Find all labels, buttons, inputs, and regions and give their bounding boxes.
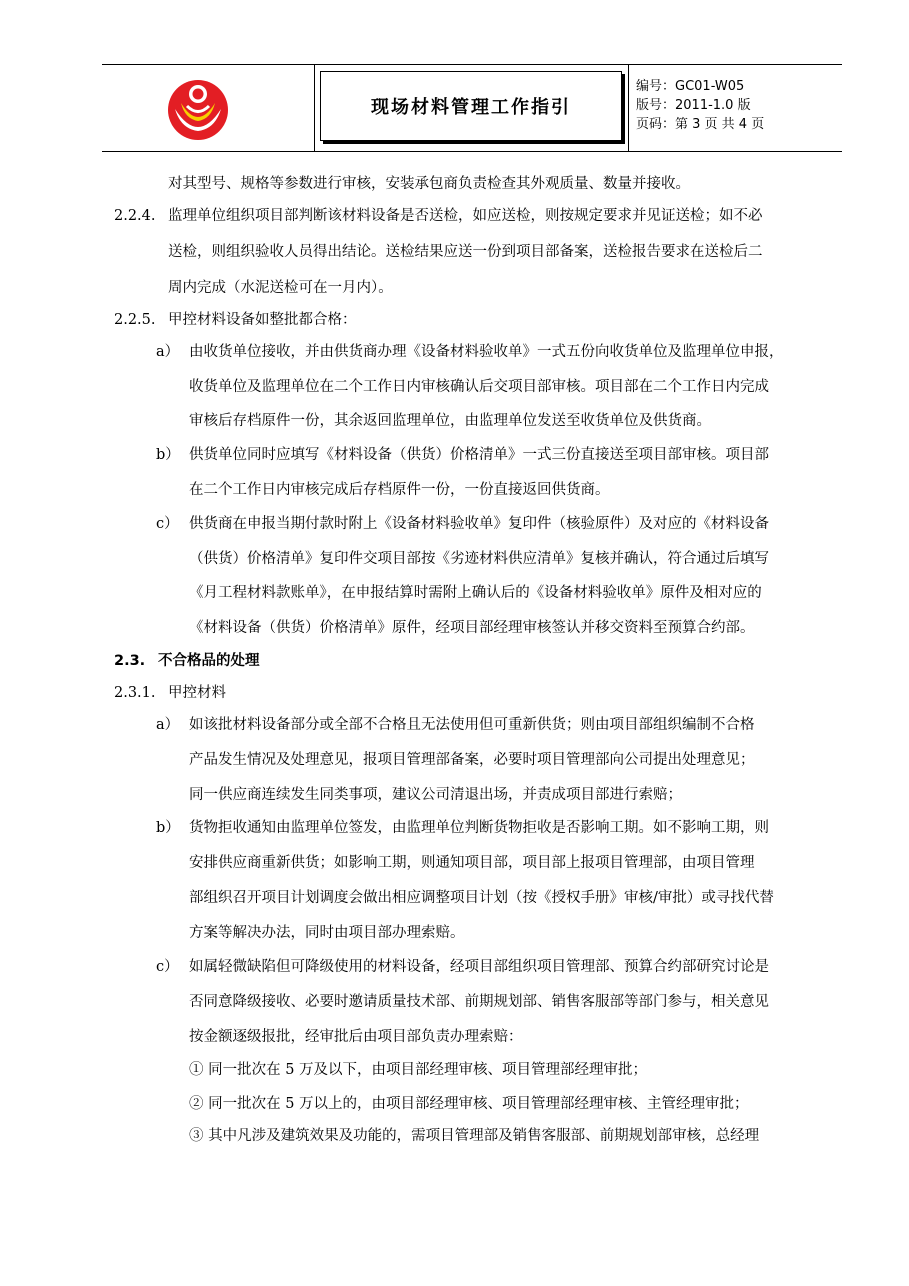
list-marker: a） xyxy=(156,344,180,360)
text-line: 安排供应商重新供货；如影响工期，则通知项目部，项目部上报项目管理部，由项目管理 xyxy=(189,855,755,871)
text-line: 送检，则组织验收人员得出结论。送检结果应送一份到项目部备案，送检报告要求在送检后二 xyxy=(168,244,763,260)
section-number: 2.3. xyxy=(114,653,146,669)
page-header xyxy=(102,64,842,152)
text-line: ③ 其中凡涉及建筑效果及功能的，需项目管理部及销售客服部、前期规划部审核，总经理 xyxy=(189,1128,760,1144)
text-line: 监理单位组织项目部判断该材料设备是否送检，如应送检，则按规定要求并见证送检；如不必 xyxy=(168,208,763,224)
text-line: 供货单位同时应填写《材料设备（供货）价格清单》一式三份直接送至项目部审核。项目部 xyxy=(189,447,769,463)
text-line: ② 同一批次在 5 万以上的，由项目部经理审核、项目管理部经理审核、主管经理审批； xyxy=(189,1096,749,1112)
text-line: 收货单位及监理单位在二个工作日内审核确认后交项目部审核。项目部在二个工作日内完成 xyxy=(189,379,769,395)
company-logo xyxy=(167,79,229,141)
text-line: 《月工程材料款账单》，在申报结算时需附上确认后的《设备材料验收单》原件及相对应的 xyxy=(189,585,762,601)
section-number: 2.2.5. xyxy=(114,312,156,328)
text-line: 由收货单位接收，并由供货商办理《设备材料验收单》一式五份向收货单位及监理单位申报， xyxy=(189,344,784,360)
text-line: 如属轻微缺陷但可降级使用的材料设备，经项目部组织项目管理部、预算合约部研究讨论是 xyxy=(189,959,769,975)
text-line: （供货）价格清单》复印件交项目部按《劣迹材料供应清单》复核并确认，符合通过后填写 xyxy=(189,551,769,567)
list-marker: b） xyxy=(156,820,180,836)
section-number: 2.3.1. xyxy=(114,685,156,701)
list-marker: a） xyxy=(156,717,180,733)
text-line: 周内完成（水泥送检可在一月内）。 xyxy=(168,280,393,296)
section-number: 2.2.4. xyxy=(114,208,156,224)
text-line: 审核后存档原件一份，其余返回监理单位，由监理单位发送至收货单位及供货商。 xyxy=(189,413,711,429)
text-line: 货物拒收通知由监理单位签发，由监理单位判断货物拒收是否影响工期。如不影响工期，则 xyxy=(189,820,769,836)
text-line: 否同意降级接收、必要时邀请质量技术部、前期规划部、销售客服部等部门参与，相关意见 xyxy=(189,994,769,1010)
list-marker: b） xyxy=(156,447,180,463)
text-line: 甲控材料 xyxy=(168,685,226,701)
title-box xyxy=(320,71,622,141)
page-number: 页码：第 3 页 共 4 页 xyxy=(636,117,765,132)
document-meta xyxy=(636,77,764,134)
text-line: 同一供应商连续发生同类事项，建议公司清退出场，并责成项目部进行索赔； xyxy=(189,787,682,803)
text-line: ① 同一批次在 5 万及以下，由项目部经理审核、项目管理部经理审批； xyxy=(189,1062,648,1078)
document-code: 编号：GC01-W05 xyxy=(636,79,745,94)
text-line: 对其型号、规格等参数进行审核，安装承包商负责检查其外观质量、数量并接收。 xyxy=(168,176,690,192)
text-line: 甲控材料设备如整批都合格： xyxy=(168,312,357,328)
text-line: 产品发生情况及处理意见，报项目管理部备案，必要时项目管理部向公司提出处理意见； xyxy=(189,752,755,768)
header-divider xyxy=(314,65,315,151)
text-line: 供货商在申报当期付款时附上《设备材料验收单》复印件（核验原件）及对应的《材料设备 xyxy=(189,516,769,532)
header-divider xyxy=(628,65,629,151)
document-title: 现场材料管理工作指引 xyxy=(371,97,571,118)
list-marker: c） xyxy=(156,516,179,532)
text-line: 在二个工作日内审核完成后存档原件一份，一份直接返回供货商。 xyxy=(189,482,610,498)
text-line: 方案等解决办法，同时由项目部办理索赔。 xyxy=(189,925,465,941)
document-version: 版号：2011-1.0 版 xyxy=(636,98,751,113)
list-marker: c） xyxy=(156,959,179,975)
text-line: 如该批材料设备部分或全部不合格且无法使用但可重新供货；则由项目部组织编制不合格 xyxy=(189,717,755,733)
text-line: 部组织召开项目计划调度会做出相应调整项目计划（按《授权手册》审核/审批）或寻找代替 xyxy=(189,890,774,906)
text-line: 《材料设备（供货）价格清单》原件，经项目部经理审核签认并移交资料至预算合约部。 xyxy=(189,620,755,636)
section-heading: 不合格品的处理 xyxy=(158,653,260,669)
text-line: 按金额逐级报批，经审批后由项目部负责办理索赔： xyxy=(189,1029,523,1045)
